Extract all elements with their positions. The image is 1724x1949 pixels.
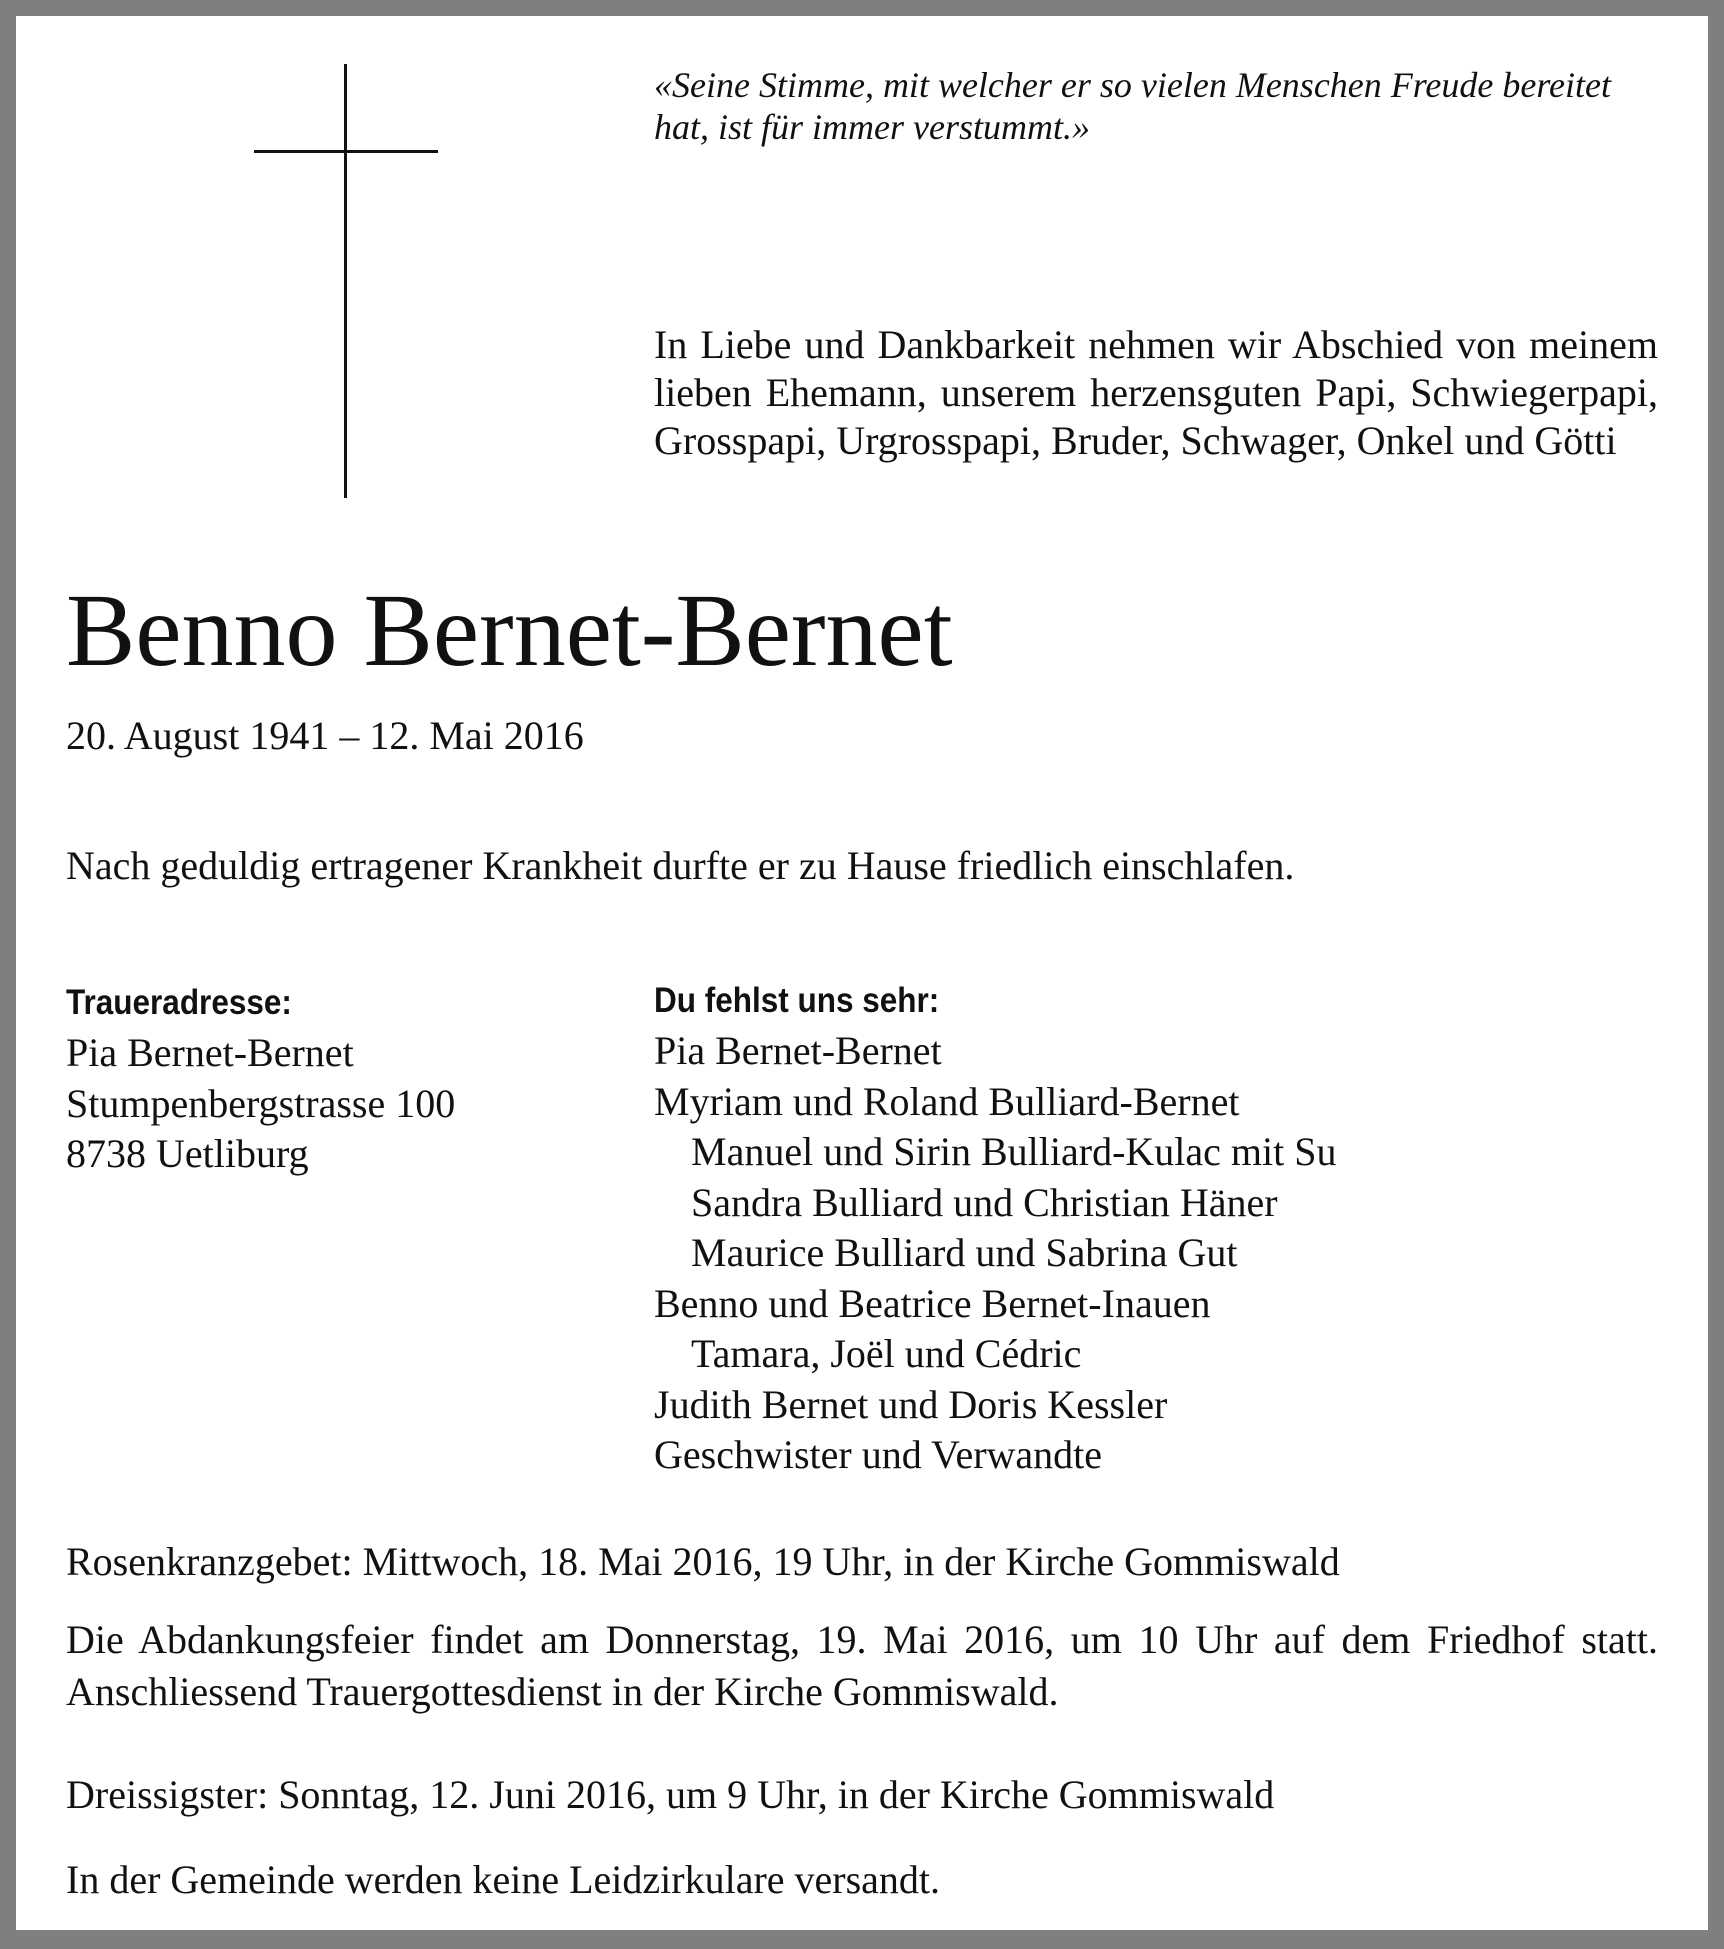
address-line: 8738 Uetliburg bbox=[66, 1131, 309, 1176]
family-member: Benno und Beatrice Bernet-Inauen bbox=[654, 1280, 1211, 1326]
thirtieth-day-mass: Dreissigster: Sonntag, 12. Juni 2016, um 9 Uhr, in der Kirche Gommiswald bbox=[66, 1772, 1275, 1817]
obituary-page bbox=[16, 16, 1708, 1930]
family-member: Myriam und Roland Bulliard-Bernet bbox=[654, 1078, 1240, 1124]
cross-icon-bar bbox=[254, 150, 438, 153]
family-member: Tamara, Joël und Cédric bbox=[691, 1331, 1082, 1376]
deceased-name: Benno Bernet-Bernet bbox=[66, 573, 953, 688]
cross-icon bbox=[344, 64, 347, 498]
family-member: Maurice Bulliard und Sabrina Gut bbox=[691, 1230, 1238, 1275]
address-line: Stumpenbergstrasse 100 bbox=[66, 1080, 456, 1126]
family-member: Judith Bernet und Doris Kessler bbox=[654, 1381, 1168, 1427]
address-line: Pia Bernet-Bernet bbox=[66, 1030, 354, 1075]
address-heading: Traueradresse: bbox=[66, 983, 292, 1022]
no-circulars-notice: In der Gemeinde werden keine Leidzirkulare versandt. bbox=[66, 1857, 941, 1902]
farewell-intro: In Liebe und Dankbarkeit nehmen wir Abschied von meinem lieben Ehemann, unserem herzensguten Papi, Schwiegerpapi, Grosspapi, Urgrosspapi, Bruder, Schwager, Onkel und Götti bbox=[654, 322, 1658, 463]
life-dates: 20. August 1941 – 12. Mai 2016 bbox=[66, 713, 584, 758]
family-member: Geschwister und Verwandte bbox=[654, 1432, 1103, 1477]
family-member: Sandra Bulliard und Christian Häner bbox=[691, 1179, 1278, 1225]
family-heading: Du fehlst uns sehr: bbox=[654, 981, 940, 1020]
funeral-ceremony: Die Abdankungsfeier findet am Donnerstag, 19. Mai 2016, um 10 Uhr auf dem Friedhof statt. Anschliessend Trauergottesdienst in der Kirche Gommiswald. bbox=[66, 1617, 1658, 1714]
family-member: Pia Bernet-Bernet bbox=[654, 1028, 942, 1073]
family-list bbox=[654, 976, 1654, 1481]
passing-statement: Nach geduldig ertragener Krankheit durfte er zu Hause friedlich einschlafen. bbox=[66, 843, 1295, 888]
mourning-address bbox=[66, 978, 626, 1180]
memorial-quote: «Seine Stimme, mit welcher er so vielen Menschen Freude bereitet hat, ist für immer verstummt.» bbox=[654, 65, 1612, 147]
family-member: Manuel und Sirin Bulliard-Kulac mit Su bbox=[691, 1129, 1337, 1174]
rosary-prayer: Rosenkranzgebet: Mittwoch, 18. Mai 2016, 19 Uhr, in der Kirche Gommiswald bbox=[66, 1539, 1340, 1584]
